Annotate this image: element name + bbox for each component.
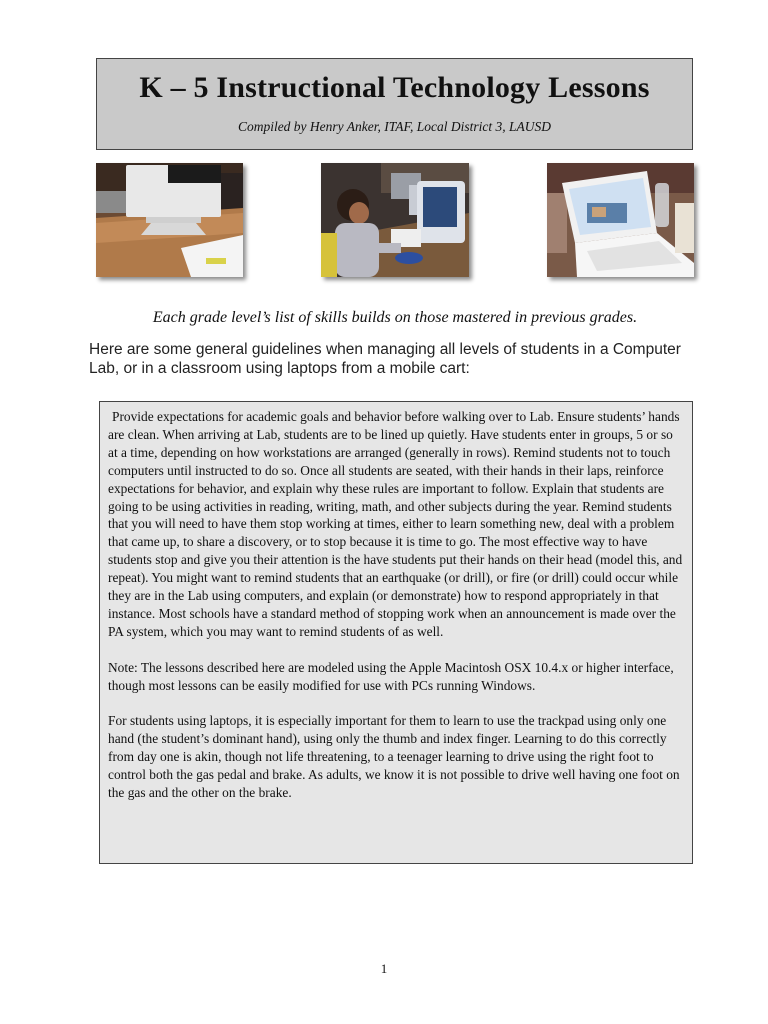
guidelines-box (99, 401, 693, 864)
title-box (96, 58, 693, 150)
page-title: K – 5 Instructional Technology Lessons (139, 71, 650, 104)
photo-laptop (547, 163, 694, 277)
page-number: 1 (380, 961, 388, 976)
guidelines-paragraph-1: Provide expectations for academic goals and behavior before walking over to Lab. Ensure students’ hands are clean. When arriving at Lab, students are to be lined up quietly. Have students enter in groups, 5 or so at a time, depending on how workstations are arranged (generally in rows). Remind students not to touch computers until instructed to do so. Once all students are seated, with their hands in their laps, reinforce expectations for behavior, and explain why these rules are important to follow. Explain that students are going to be using activities in reading, writing, math, and other subjects during the year. Remind students that you will need to have them stop working at times, either to learn something new, deal with a problem that came up, to share a discovery, or to stop because it is time to go. The most effective way to have students stop and give you their attention is the have students put their hands on their head (model this, and repeat). You might want to remind students that an earthquake (or drill), or fire (or drill) could occur while they are in the Lab using computers, and explain (or demonstrate) how to respond appropriately in that instance. Most schools have a standard method of stopping work when an announcement is made over the PA system, which you may want to remind students of as well. (108, 409, 683, 639)
page-subtitle: Compiled by Henry Anker, ITAF, Local District 3, LAUSD (237, 119, 552, 134)
photo-strip (0, 163, 768, 281)
guidelines-paragraph-2: Note: The lessons described here are modeled using the Apple Macintosh OSX 10.4.x or higher interface, though most lessons can be easily modified for use with PCs running Windows. (108, 659, 674, 693)
photo-imac-desk (96, 163, 243, 277)
intro-text: Here are some general guidelines when managing all levels of students in a Computer Lab, or in a classroom using laptops from a mobile cart: (89, 341, 681, 377)
guidelines-paragraph-3: For students using laptops, it is especially important for them to learn to use the trackpad using only one hand (the student’s dominant hand), using only the thumb and index finger. Learning to do this correctly from day one is akin, though not life threatening, to a teenager learning to drive using the right foot to control both the gas pedal and brake. As adults, we know it is not possible to drive well having one foot on the gas and the other on the brake. (108, 713, 680, 800)
tagline: Each grade level’s list of skills builds on those mastered in previous grades. (152, 309, 638, 326)
photo-student-computer (321, 163, 469, 277)
